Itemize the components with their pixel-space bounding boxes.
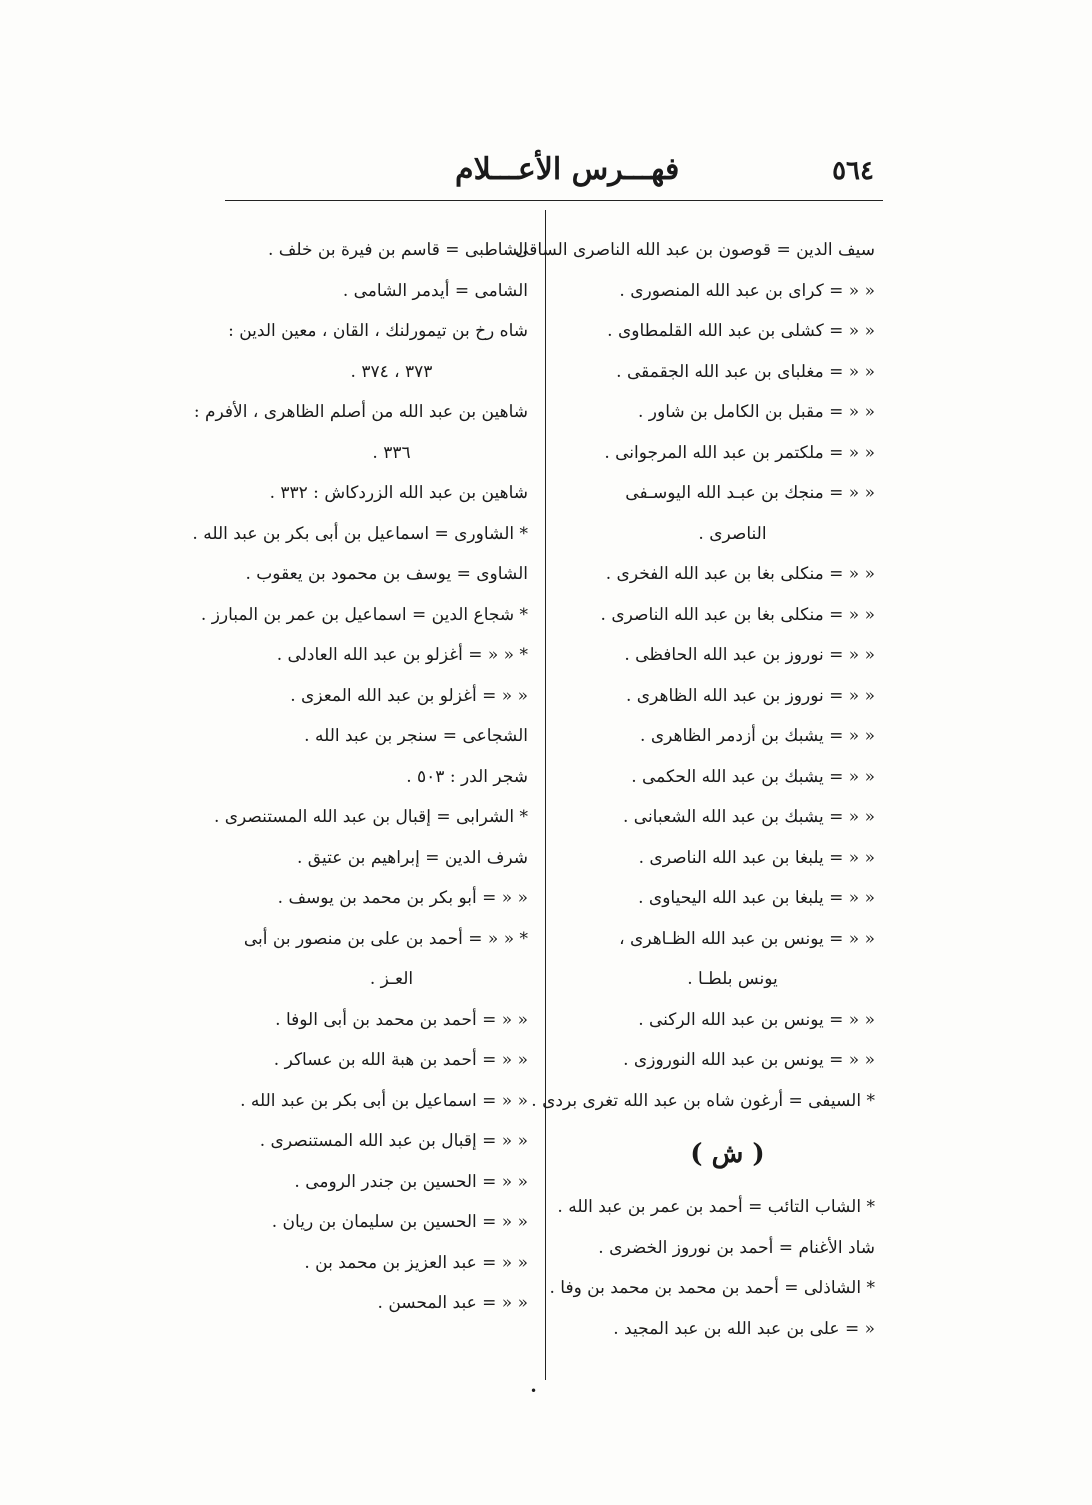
index-entry: شاد الأغنام = أحمد بن نوروز الخضرى . <box>598 1237 875 1258</box>
index-entry: « « = أحمد بن هبة الله بن عساكر . <box>273 1050 528 1070</box>
index-entry: الشاوى = يوسف بن محمود بن يعقوب . <box>245 564 528 584</box>
index-entry: * « « = أغزلو بن عبد الله العادلى . <box>276 645 528 665</box>
index-entry: « « = اسماعيل بن أبى بكر بن عبد الله . <box>240 1090 528 1111</box>
page-header <box>225 150 880 194</box>
header-rule <box>225 200 883 201</box>
index-entry: شاهين بن عبد الله من أصلم الظاهرى ، الأفرم : <box>193 402 528 422</box>
index-entry: * شجاع الدين = اسماعيل بن عمر بن المبارز . <box>200 604 528 625</box>
index-entry-continuation: العـز . <box>369 969 414 989</box>
index-entry: * السيفى = أرغون شاه بن عبد الله تغرى بردى . <box>531 1090 875 1111</box>
index-entry: « « = أغزلو بن عبد الله المعزى . <box>290 685 528 706</box>
index-entry: « « = أبو بكر بن محمد بن يوسف . <box>277 888 528 908</box>
index-entry: « « = يونس بن عبد الله الركنى . <box>638 1009 875 1030</box>
page-number: ٥٦٤ <box>832 156 874 186</box>
index-entry: شاه رخ بن تيمورلنك ، القان ، معين الدين : <box>228 321 528 341</box>
index-entry: « « = كراى بن عبد الله المنصورى . <box>619 280 875 301</box>
index-entry: * « « = أحمد بن على بن منصور بن أبى <box>243 928 528 949</box>
right-column <box>504 230 875 1349</box>
index-entry-continuation: ٣٧٣ ، ٣٧٤ . <box>350 361 433 382</box>
index-entry: « « = يلبغا بن عبد الله الناصرى . <box>638 847 875 868</box>
index-entry: الشامى = أيدمر الشامى . <box>342 280 528 301</box>
index-entry: « « = مقبل بن الكامل بن شاور . <box>637 402 875 422</box>
index-entry: « « = مغلباى بن عبد الله الجقمقى . <box>616 361 875 382</box>
index-entry: « « = الحسين بن سليمان بن ريان . <box>271 1212 528 1232</box>
index-entry: « = على بن عبد الله بن عبد المجيد . <box>613 1318 875 1339</box>
index-entry: * الشاب التائب = أحمد بن عمر بن عبد الله . <box>557 1197 875 1217</box>
index-entry-continuation: ٣٣٦ . <box>372 442 411 463</box>
index-entry: الشاطبى = قاسم بن فيرة بن خلف . <box>267 240 528 260</box>
index-entry: « « = يشبك بن أزدمر الظاهرى . <box>640 726 875 746</box>
section-heading: ( ش ) <box>690 1139 765 1169</box>
left-column <box>192 230 528 1324</box>
index-entry: « « = يونس بن عبد الله الظـاهرى ، <box>619 928 875 949</box>
index-entry-continuation: الناصرى . <box>698 523 767 544</box>
page-title: فهـــرس الأعـــلام <box>455 152 680 187</box>
index-entry: « « = إقبال بن عبد الله المستنصرى . <box>259 1131 528 1151</box>
index-entry: الشجاعى = سنجر بن عبد الله . <box>304 726 528 746</box>
index-entry: « « = نوروز بن عبد الله الظاهرى . <box>625 685 875 706</box>
index-entry: « « = الحسين بن جندر الرومى . <box>294 1171 528 1192</box>
index-entry: * الشرابى = إقبال بن عبد الله المستنصرى . <box>213 807 528 827</box>
index-entry: « « = يشبك بن عبد الله الحكمى . <box>631 766 875 787</box>
index-entry: « « = عبد المحسن . <box>377 1293 528 1313</box>
index-entry: « « = منكلى بغا بن عبد الله الناصرى . <box>600 604 875 625</box>
index-entry: شرف الدين = إبراهيم بن عتيق . <box>296 847 528 868</box>
index-entry: « « = منكلى بغا بن عبد الله الفخرى . <box>605 564 875 584</box>
divider-dot: • <box>530 1384 538 1398</box>
index-entry: « « = ملكتمر بن عبد الله المرجوانى . <box>604 442 875 463</box>
index-entry: * الشاذلى = أحمد بن محمد بن محمد بن وفا . <box>549 1278 875 1298</box>
index-entry-continuation: يونس بلطـا . <box>687 969 778 989</box>
index-entry: « « = عبد العزيز بن محمد بن . <box>304 1252 528 1273</box>
index-entry: « « = يشبك بن عبد الله الشعبانى . <box>622 807 875 827</box>
index-entry: « « = يلبغا بن عبد الله اليحياوى . <box>638 888 875 908</box>
index-entry: * الشاورى = اسماعيل بن أبى بكر بن عبد الله . <box>192 523 528 544</box>
column-divider <box>545 210 546 1380</box>
index-entry: « « = كشلى بن عبد الله القلمطاوى . <box>607 321 875 341</box>
index-entry: شجر الدر : ٥٠٣ . <box>406 766 528 787</box>
index-entry: « « = نوروز بن عبد الله الحافظى . <box>624 645 875 665</box>
index-entry: « « = يونس بن عبد الله النوروزى . <box>623 1050 875 1070</box>
index-entry: « « = أحمد بن محمد بن أبى الوفا . <box>275 1009 528 1030</box>
index-entry: « « = منجك بن عبـد الله اليوسـفى <box>625 483 875 503</box>
index-entry: سيف الدين = قوصون بن عبد الله الناصرى الساقى . <box>504 240 875 260</box>
index-entry: شاهين بن عبد الله الزردكاش : ٣٣٢ . <box>269 483 528 503</box>
